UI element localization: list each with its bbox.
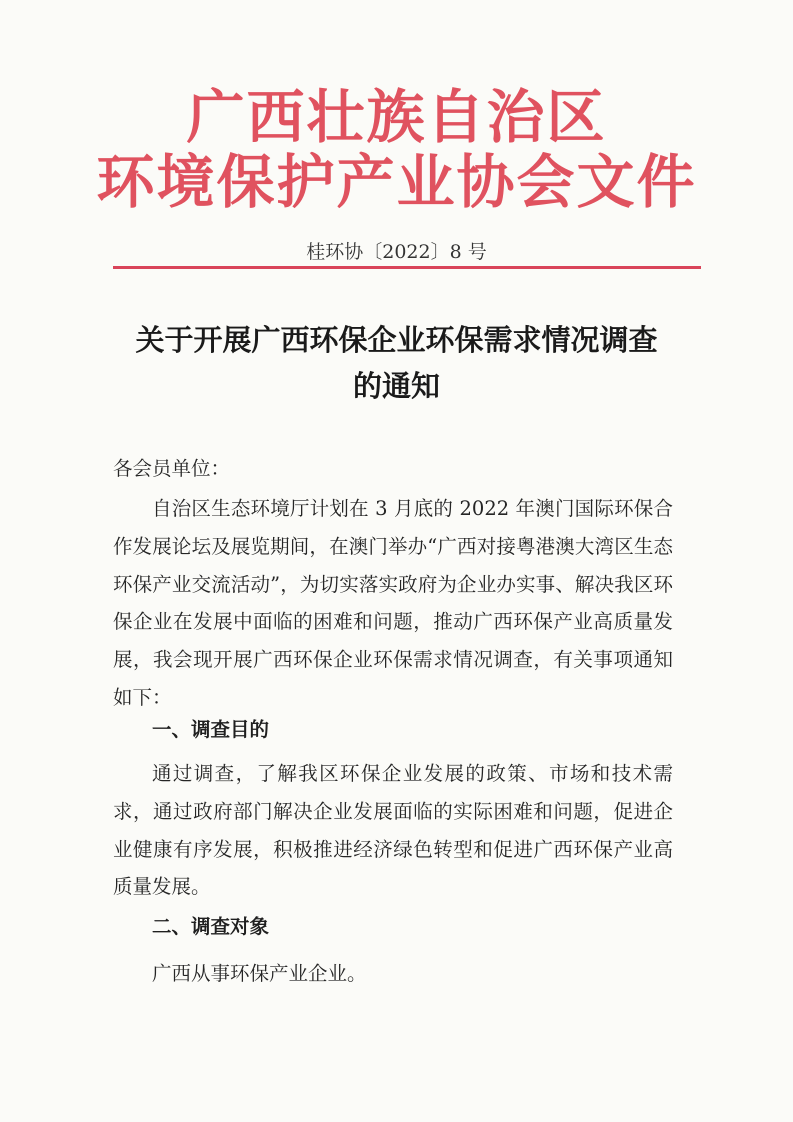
notice-title-line2: 的通知 [352, 369, 440, 403]
intro-paragraph: 自治区生态环境厅计划在 3 月底的 2022 年澳门国际环保合作发展论坛及展览期间，在澳门举办“广西对接粤港澳大湾区生态环保产业交流活动”，为切实落实政府为企业办实事、解决我区环保企业在发展中面临的困难和问题，推动广西环保产业高质量发展，我会现开展广西环保企业环保需求情况调查，有关事项通知如下： [113, 497, 673, 709]
document-number: 桂环协〔2022〕8 号 [306, 241, 487, 263]
red-divider-line [113, 266, 701, 269]
section-heading-purpose: 一、调查目的 [152, 718, 270, 741]
header-org-line1: 广西壮族自治区 [186, 83, 607, 151]
target-paragraph: 广西从事环保产业企业。 [152, 962, 367, 985]
notice-title-line1: 关于开展广西环保企业环保需求情况调查 [135, 323, 658, 357]
purpose-paragraph: 通过调查，了解我区环保企业发展的政策、市场和技术需求，通过政府部门解决企业发展面临的实际困难和问题，促进企业健康有序发展，积极推进经济绿色转型和促进广西环保产业高质量发展。 [113, 762, 673, 899]
section-heading-target: 二、调查对象 [152, 915, 270, 938]
salutation: 各会员单位： [113, 457, 231, 480]
header-org-line2: 环境保护产业协会文件 [96, 148, 697, 216]
